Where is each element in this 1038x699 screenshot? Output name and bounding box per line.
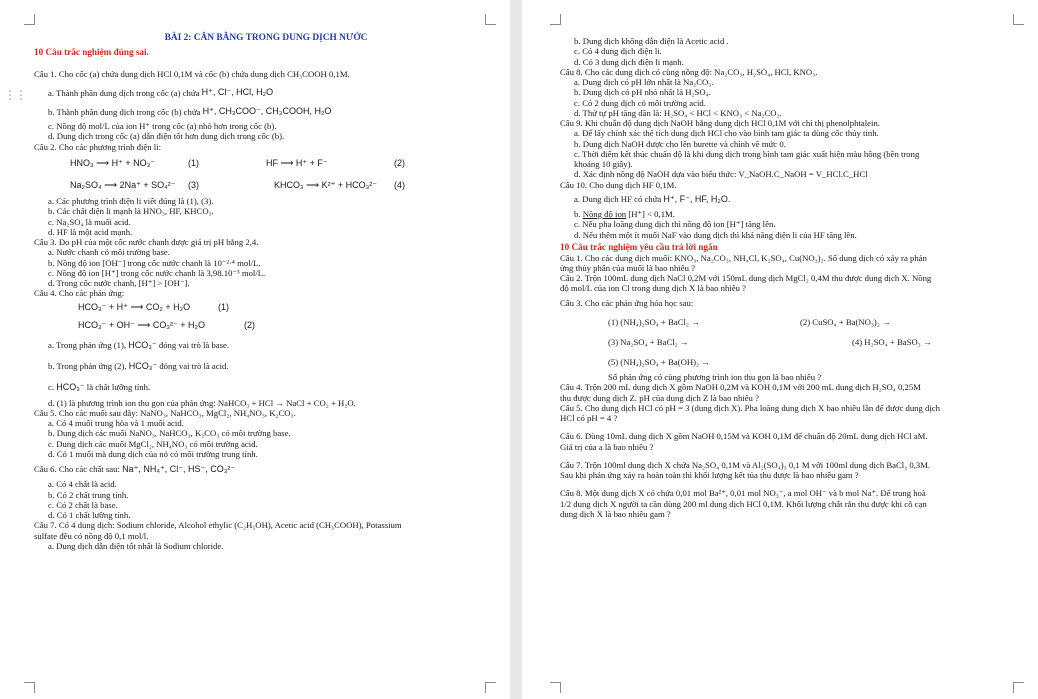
- option-c: c. Na₂SO₄ là muối acid.: [48, 216, 131, 227]
- question-stem: Câu 8. Cho các dung dịch có cùng nồng độ: Na₂CO₃, H₂SO₄, HCl, KNO₃.: [560, 66, 818, 77]
- question-stem: Câu 7. Trộn 100ml dung dịch X chứa Na₂SO₄ 0,1M và Al₂(SO₄)₃ 0,1 M với 100ml dung dịch BaCl₂ 0,3M.: [560, 459, 931, 470]
- question-ask: Số phản ứng có cùng phương trình ion thu gọn là bao nhiêu ?: [608, 371, 822, 382]
- option-a: a. Trong phản ứng (1), HCO₃⁻ đóng vai trò là base.: [48, 339, 230, 351]
- option-c: c. Thời điểm kết thúc chuẩn độ là khi dung dịch trong bình tam giác xuất hiện màu hồng (bền trong: [574, 148, 920, 159]
- reaction: (5) (NH₄)₂SO₄ + Ba(OH)₂ →: [608, 356, 710, 367]
- option-a: a. Có 4 muối trung hòa và 1 muối acid.: [48, 418, 184, 429]
- question-stem-continued: thu được dung dịch Z. pH của dung dịch Z là bao nhiêu ?: [560, 392, 759, 403]
- equation-number: (2): [394, 157, 405, 168]
- reaction: (1) (NH₄)₂SO₄ + BaCl₂ →: [608, 316, 700, 327]
- equation-number: (2): [244, 320, 255, 331]
- document-page-right: [522, 0, 1038, 699]
- option-c-continued: khoảng 10 giây).: [574, 159, 633, 170]
- option-c: c. HCO₃⁻ là chất lưỡng tính.: [48, 381, 151, 393]
- option-d: d. Có 3 dung dịch điện li mạnh.: [574, 56, 684, 67]
- option-c: c. Có 2 dung dịch có môi trường acid.: [574, 97, 706, 108]
- document-page-left: [0, 0, 510, 699]
- equation: HF ⟶ H⁺ + F⁻: [266, 157, 328, 168]
- question-stem-continued: ứng thủy phân của muối là bao nhiêu ?: [560, 262, 695, 273]
- question-stem: Câu 6. Dùng 10mL dung dịch X gồm NaOH 0,15M và KOH 0,1M để chuẩn độ 20mL dung dịch HCl aM.: [560, 431, 928, 442]
- crop-mark: [550, 682, 561, 693]
- question-stem: Câu 2. Cho các phương trình điện li:: [34, 141, 162, 152]
- equation: HCO₃⁻ + OH⁻ ⟶ CO₃²⁻ + H₂O: [78, 320, 205, 331]
- reaction: (2) CuSO₄ + Ba(NO₃)₂ →: [800, 316, 891, 327]
- crop-mark: [485, 682, 496, 693]
- document-title: BÀI 2: CÂN BẰNG TRONG DUNG DỊCH NƯỚC: [164, 33, 368, 43]
- option-a: a. Dung dịch có pH lớn nhất là Na₂CO₃.: [574, 77, 714, 88]
- crop-mark: [485, 14, 496, 25]
- equation-row: [34, 299, 498, 317]
- reaction: (3) Na₂SO₄ + BaCl₂ →: [608, 336, 689, 347]
- reaction: (4) H₂SO₄ + BaSO₃ →: [852, 336, 932, 347]
- option-a: a. Dung dịch HF có chứa H⁺, F⁻, HF, H₂O.: [574, 194, 731, 205]
- question-stem-continued: độ mol/L của ion Cl trong dung dịch X là bao nhiêu ?: [560, 283, 746, 294]
- option-a: a. Dung dịch dẫn điện tốt nhất là Sodium chloride.: [48, 540, 224, 551]
- equation-number: (4): [394, 179, 405, 190]
- option-d: d. Nếu thêm một ít muối NaF vào dung dịch thì khả năng điện li của HF tăng lên.: [574, 229, 857, 240]
- option-c: c. Nồng độ mol/L của ion H⁺ trong cốc (a) nhỏ hơn trong cốc (b).: [48, 121, 277, 132]
- question-stem: Câu 7. Có 4 dung dịch: Sodium chloride, Alcohol ethylic (C₂H₅OH), Acetic acid (CH₃COOH), Potassium: [34, 520, 402, 531]
- option-b: b. Thành phần dung dịch trong cốc (b) chứa H⁺, CH₃COO⁻, CH₃COOH, H₂O: [48, 106, 332, 117]
- equation: KHCO₃ ⟶ K²⁺ + HCO₃²⁻: [274, 179, 377, 190]
- equation-row: [34, 317, 498, 335]
- question-stem-continued: 1/2 dung dịch X người ta cần dùng 200 ml dung dịch HCl 0,1M. Khối lượng chất rắn thu được khi cô cạn: [560, 498, 927, 509]
- question-stem: Câu 2. Trộn 100mL dung dịch NaCl 0,2M với 150mL dung dịch MgCl₂ 0,4M thu được dung dịch X. Nồng: [560, 273, 932, 284]
- question-stem: Câu 10. Cho dung dịch HF 0,1M.: [560, 179, 677, 190]
- option-b: b. Dung dịch các muối NaNO₃, NaHCO₃, K₂CO₃ có môi trường base.: [48, 428, 291, 439]
- option-c: c. Có 4 dung dịch điện li.: [574, 46, 662, 57]
- question-stem: Câu 5. Cho dung dịch HCl có pH = 3 (dung dịch X). Pha loãng dung dịch X bao nhiêu lần để được dung dịch: [560, 402, 940, 413]
- question-stem-continued: Giá trị của a là bao nhiêu ?: [560, 441, 654, 452]
- equation: HNO₃ ⟶ H⁺ + NO₃⁻: [70, 157, 155, 168]
- option-c: c. Dung dịch các muối MgCl₂, NH₄NO₃ có môi trường acid.: [48, 438, 258, 449]
- question-stem: Câu 3. Đo pH của một cốc nước chanh được giá trị pH bằng 2,4.: [34, 237, 259, 248]
- option-d: d. Thứ tự pH tăng dần là: H₂SO₄ < HCl < KNO₃ < Na₂CO₃.: [574, 107, 782, 118]
- reaction-row: [560, 332, 1014, 352]
- question-stem: Câu 9. Khi chuẩn độ dung dịch NaOH bằng dung dịch HCl 0,1M với chỉ thị phenolphtalein.: [560, 118, 880, 129]
- option-d: d. Có 1 muối mà dung dịch của nó có môi trường trung tính.: [48, 449, 258, 459]
- option-c: c. Có 2 chất là base.: [48, 499, 118, 510]
- option-a: a. Có 4 chất là acid.: [48, 479, 117, 490]
- option-d: d. Dung dịch trong cốc (a) dẫn điện tốt hơn dung dịch trong cốc (b).: [48, 131, 285, 142]
- question-stem-continued: HCl có pH = 4 ?: [560, 413, 618, 424]
- option-a: a. Nước chanh có môi trường base.: [48, 247, 170, 258]
- question-stem: Câu 6. Cho các chất sau: Na⁺, NH₄⁺, Cl⁻, HS⁻, CO₃²⁻: [34, 463, 236, 475]
- option-a: a. Để lấy chính xác thể tích dung dịch HCl cho vào bình tam giác ta dùng cốc thủy tinh.: [574, 128, 879, 139]
- option-b: b. Nồng độ ion [H⁺] < 0,1M.: [574, 208, 675, 219]
- equation-number: (3): [188, 179, 199, 190]
- question-stem: Câu 4. Trộn 200 mL dung dịch X gồm NaOH 0,2M và KOH 0,1M với 200 mL dung dịch H₂SO₄ 0,25M: [560, 382, 921, 393]
- section-heading: 10 Câu trắc nghiệm đúng sai.: [34, 47, 149, 58]
- option-a: a. Các phương trình điện li viết đúng là (1), (3).: [48, 196, 214, 207]
- crop-mark: [24, 682, 35, 693]
- question-stem-continued: sulfate đều có nồng độ 0,1 mol/l.: [34, 530, 149, 541]
- drag-handle-icon[interactable]: ⋮⋮: [4, 88, 26, 102]
- crop-mark: [24, 14, 35, 25]
- question-stem-continued: dung dịch X là bao nhiêu gam ?: [560, 508, 671, 519]
- option-b: b. Các chất điện li mạnh là HNO₃, HF, KHCO₃.: [48, 206, 214, 217]
- option-b: b. Trong phản ứng (2), HCO₃⁻ đóng vai trò là acid.: [48, 360, 229, 372]
- crop-mark: [550, 14, 561, 25]
- option-d: d. HF là một acid mạnh.: [48, 226, 133, 237]
- crop-mark: [1013, 682, 1024, 693]
- option-c: c. Nồng độ ion [H⁺] trong cốc nước chanh là 3,98.10⁻³ mol/L.: [48, 267, 266, 278]
- question-stem: Câu 3. Cho các phản ứng hóa học sau:: [560, 297, 694, 308]
- option-d: d. Xác định nồng độ NaOH dựa vào biểu thức: V_NaOH.C_NaOH = V_HCl.C_HCl: [574, 169, 868, 180]
- question-stem-continued: Sau khi phản ứng xảy ra hoàn toàn thì khối lượng kết tủa thu được là bao nhiêu gam ?: [560, 470, 859, 481]
- equation: Na₂SO₄ ⟶ 2Na⁺ + SO₄²⁻: [70, 179, 176, 190]
- option-b: b. Dung dịch NaOH được cho lên burette và chỉnh về mức 0.: [574, 138, 786, 149]
- question-stem: Câu 4. Cho các phản ứng:: [34, 288, 125, 299]
- question-stem: Câu 5. Cho các muối sau đây: NaNO₃, NaHCO₃, MgCl₂, NH₄NO₃, K₂CO₃.: [34, 407, 296, 418]
- option-b: b. Dung dịch không dẫn điện là Acetic acid .: [574, 36, 729, 46]
- section-heading: 10 Câu trắc nghiệm yêu cầu trả lời ngắn: [560, 241, 718, 252]
- option-d: d. (1) là phương trình ion thu gọn của phản ứng: NaHCO₃ + HCl → NaCl + CO₂ + H₂O.: [48, 397, 356, 408]
- option-b: b. Nồng độ ion [OH⁻] trong cốc nước chanh là 10⁻²·⁴ mol/L.: [48, 257, 261, 268]
- option-d: d. Trong cốc nước chanh, [H⁺] > [OH⁻].: [48, 278, 190, 289]
- option-b: b. Có 2 chất trung tính.: [48, 489, 129, 500]
- reaction-row: [560, 312, 1014, 332]
- equation-row: [34, 174, 498, 196]
- equation-row: [34, 152, 498, 174]
- option-c: c. Nếu pha loãng dung dịch thì nồng độ ion [H⁺] tăng lên.: [574, 219, 776, 230]
- option-b: b. Dung dịch có pH nhỏ nhất là H₂SO₄.: [574, 87, 711, 98]
- crop-mark: [1013, 14, 1024, 25]
- option-a: a. Thành phần dung dịch trong cốc (a) chứa H⁺, Cl⁻, HCl, H₂O: [48, 87, 274, 98]
- equation-number: (1): [188, 157, 199, 168]
- equation: HCO₃⁻ + H⁺ ⟶ CO₂ + H₂O: [78, 302, 191, 313]
- question-stem: Câu 1. Cho các dung dịch muối: KNO₃, Na₂CO₃, NH₄Cl, K₂SO₄, Cu(NO₃)₂. Số dung dịch có xảy ra phản: [560, 252, 927, 263]
- equation-number: (1): [218, 302, 229, 313]
- question-stem: Câu 1. Cho cốc (a) chứa dung dịch HCl 0,1M và cốc (b) chứa dung dịch CH₃COOH 0,1M.: [34, 68, 350, 79]
- question-stem: Câu 8. Một dung dịch X có chứa 0,01 mol Ba²⁺, 0,01 mol NO₃⁻, a mol OH⁻ và b mol Na⁺. Để trung hoà: [560, 488, 926, 499]
- reaction-row: [560, 352, 1014, 372]
- option-d: d. Có 1 chất lưỡng tính.: [48, 510, 131, 521]
